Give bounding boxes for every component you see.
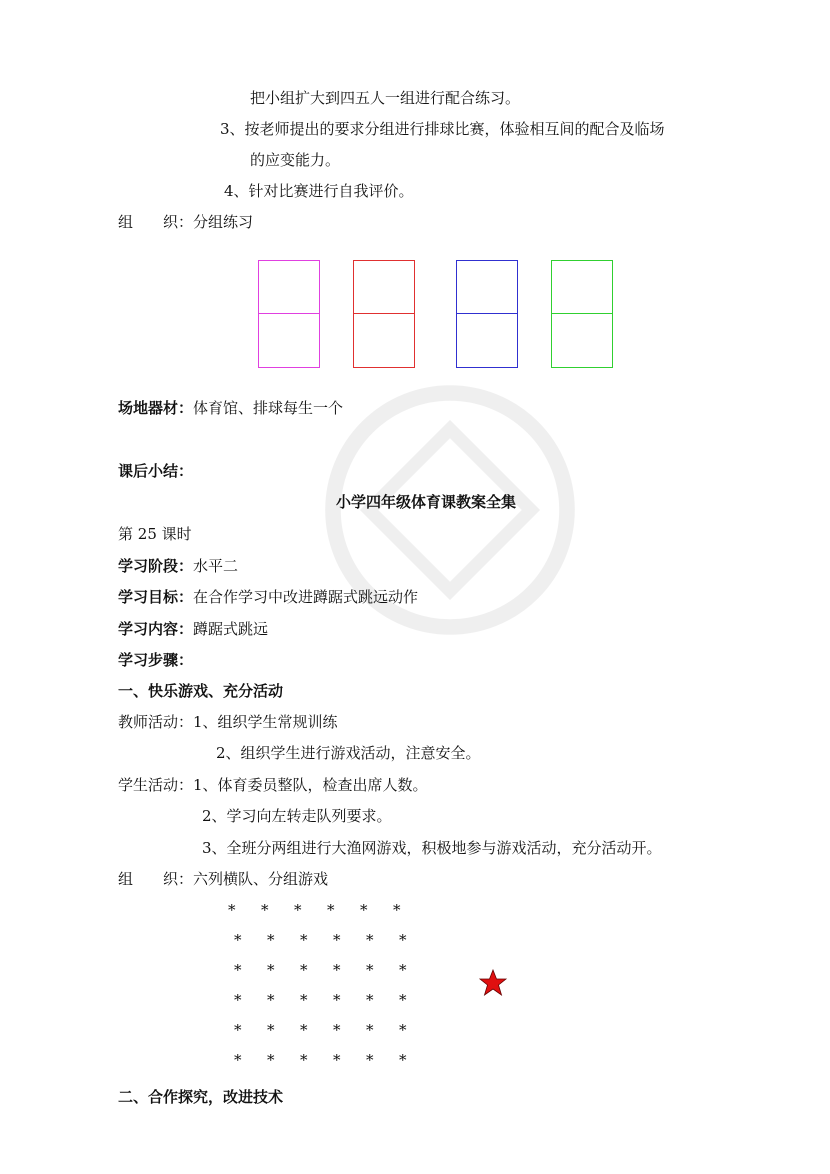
student-item-2: 2、学习向左转走队列要求。 [202,807,392,825]
student-marker: * [399,1051,407,1069]
section-2-title: 二、合作探究，改进技术 [118,1088,284,1106]
step-3-line1: 3、按老师提出的要求分组进行排球比赛，体验相互间的配合及临场 [220,120,665,138]
court-2-net [354,313,414,314]
organization-label: 组 织： [118,213,194,231]
student-item-1: 1、体育委员整队，检查出席人数。 [193,776,428,794]
court-3-net [457,313,517,314]
student-marker: * [300,931,308,949]
teacher-item-2: 2、组织学生进行游戏活动，注意安全。 [216,744,481,762]
lesson-number [118,524,192,544]
student-marker: * [333,991,341,1009]
student-marker: * [399,1021,407,1039]
goal-row [118,587,418,607]
student-marker: * [300,1021,308,1039]
student-marker: * [294,901,302,919]
court-2 [353,260,415,368]
document-title: 小学四年级体育课教案全集 [336,493,517,511]
student-marker: * [327,901,335,919]
equipment-label: 场地器材： [118,399,194,417]
court-3 [456,260,518,368]
student-item-3: 3、全班分两组进行大渔网游戏，积极地参与游戏活动，充分活动开。 [202,839,662,857]
content-label: 学习内容： [118,620,194,638]
student-marker: * [333,1021,341,1039]
student-marker: * [234,991,242,1009]
content-row [118,619,268,639]
stage-row [118,556,238,576]
organization-2-label: 组 织： [118,870,194,888]
student-marker: * [399,991,407,1009]
teacher-item-1: 1、组织学生常规训练 [193,713,338,731]
step-continuation: 把小组扩大到四五人一组进行配合练习。 [250,89,521,107]
student-marker: * [234,961,242,979]
student-marker: * [267,961,275,979]
equipment-value: 体育馆、排球每生一个 [193,399,344,417]
content-value: 蹲踞式跳远 [193,620,269,638]
student-marker: * [234,1051,242,1069]
student-marker: * [333,931,341,949]
goal-label: 学习目标： [118,588,194,606]
lesson-number-value: 25 [137,525,157,543]
student-marker: * [267,931,275,949]
organization-2-row [118,869,328,889]
student-marker: * [261,901,269,919]
student-marker: * [399,931,407,949]
court-1 [258,260,320,368]
step-3-line2: 的应变能力。 [250,151,341,169]
student-marker: * [366,1051,374,1069]
student-marker: * [267,1051,275,1069]
student-marker: * [267,991,275,1009]
student-marker: * [399,961,407,979]
organization-value: 分组练习 [193,213,254,231]
court-4 [551,260,613,368]
lesson-suffix: 课时 [161,525,192,543]
court-1-net [259,313,319,314]
student-marker: * [366,961,374,979]
student-marker: * [267,1021,275,1039]
student-row-1 [118,775,428,795]
lesson-prefix: 第 [118,525,134,543]
organization-row [118,212,253,232]
student-marker: * [300,991,308,1009]
student-marker: * [228,901,236,919]
teacher-star-icon [478,968,508,998]
student-marker: * [234,931,242,949]
steps-label: 学习步骤： [118,651,194,669]
student-marker: * [366,931,374,949]
student-marker: * [300,1051,308,1069]
goal-value: 在合作学习中改进蹲踞式跳远动作 [193,588,419,606]
equipment-row [118,398,343,418]
summary-label: 课后小结： [118,462,194,480]
student-marker: * [360,901,368,919]
student-marker: * [366,1021,374,1039]
teacher-row-1 [118,712,338,732]
student-marker: * [366,991,374,1009]
stage-value: 水平二 [193,557,239,575]
stage-label: 学习阶段： [118,557,194,575]
student-marker: * [234,1021,242,1039]
student-marker: * [300,961,308,979]
organization-2-value: 六列横队、分组游戏 [193,870,329,888]
student-label: 学生活动： [118,776,194,794]
step-4: 4、针对比赛进行自我评价。 [224,182,414,200]
student-marker: * [393,901,401,919]
court-4-net [552,313,612,314]
student-marker: * [333,961,341,979]
teacher-label: 教师活动： [118,713,194,731]
student-marker: * [333,1051,341,1069]
section-1-title: 一、快乐游戏、充分活动 [118,682,284,700]
